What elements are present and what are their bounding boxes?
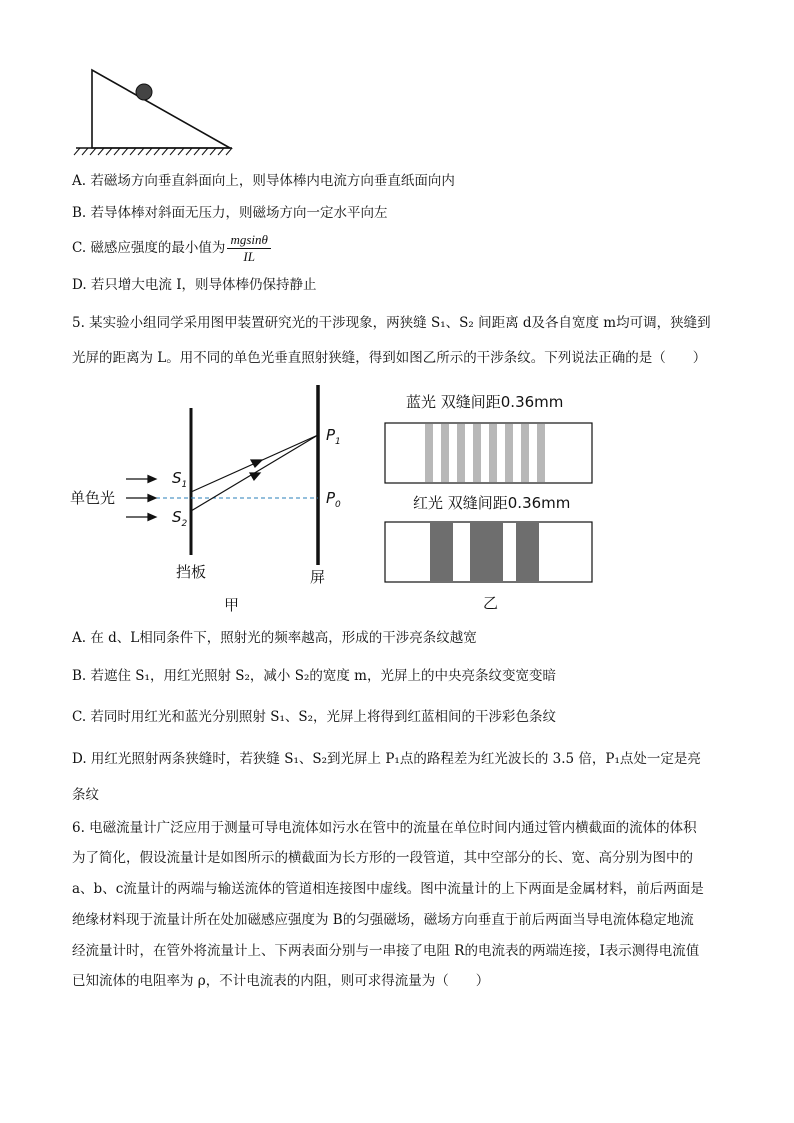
p1-label: $P_1$ bbox=[326, 426, 341, 447]
q4-option-a: A. 若磁场方向垂直斜面向上，则导体棒内电流方向垂直纸面向内 bbox=[72, 173, 455, 189]
s2-label: $S_2$ bbox=[172, 508, 188, 529]
q5-option-a: A. 在 d、L相同条件下，照射光的频率越高，形成的干涉亮条纹越宽 bbox=[72, 630, 477, 646]
q4-option-c-fraction bbox=[227, 232, 270, 265]
q6-line: 经流量计时，在管外将流量计上、下两表面分别与一串接了电阻 R的电流表的两端连接，I表示测得电流值 bbox=[72, 943, 700, 959]
fraction-denominator: IL bbox=[243, 249, 255, 264]
q5-stem-line2: 光屏的距离为 L。用不同的单色光垂直照射狭缝，得到如图乙所示的干涉条纹。下列说法正确的是（ ） bbox=[72, 350, 707, 366]
q4-option-c-prefix: C. 磁感应强度的最小值为 bbox=[72, 240, 226, 256]
figure-yi bbox=[380, 385, 600, 615]
blue-fringe bbox=[505, 424, 513, 482]
ground-hatching bbox=[74, 148, 232, 155]
incline-figure bbox=[70, 62, 240, 162]
s1-label: $S_1$ bbox=[172, 469, 188, 490]
q6-line: 已知流体的电阻率为 ρ，不计电流表的内阻，则可求得流量为（ ） bbox=[72, 973, 490, 989]
figure-jia bbox=[70, 380, 370, 615]
blue-fringe bbox=[473, 424, 481, 482]
blue-fringe bbox=[489, 424, 497, 482]
red-title: 红光 双缝间距0.36mm bbox=[413, 494, 571, 512]
blue-fringe bbox=[537, 424, 545, 482]
blue-fringe bbox=[457, 424, 465, 482]
q4-option-b: B. 若导体棒对斜面无压力，则磁场方向一定水平向左 bbox=[72, 205, 388, 221]
red-fringe bbox=[430, 523, 453, 581]
blue-fringe-box bbox=[385, 423, 592, 483]
q6-line: 为了简化，假设流量计是如图所示的横截面为长方形的一段管道，其中空部分的长、宽、高分别为图中的 bbox=[72, 850, 693, 866]
red-fringe bbox=[516, 523, 539, 581]
fraction-numerator: mgsinθ bbox=[227, 232, 270, 249]
blue-title: 蓝光 双缝间距0.36mm bbox=[406, 393, 564, 411]
q5-stem-line1: 5. 某实验小组同学采用图甲装置研究光的干涉现象，两狭缝 S₁、S₂ 间距离 d及各自宽度 m均可调，狭缝到 bbox=[72, 315, 711, 331]
q6-line: a、b、c流量计的两端与输送流体的管道相连接图中虚线。图中流量计的上下两面是金属材料，前后两面是 bbox=[72, 881, 704, 897]
red-fringes bbox=[430, 523, 539, 581]
blue-fringe bbox=[521, 424, 529, 482]
q5-option-c: C. 若同时用红光和蓝光分别照射 S₁、S₂，光屏上将得到红蓝相间的干涉彩色条纹 bbox=[72, 709, 557, 725]
blue-fringe bbox=[441, 424, 449, 482]
light-rays bbox=[191, 435, 318, 511]
incline-triangle bbox=[92, 70, 230, 148]
barrier-label: 挡板 bbox=[176, 563, 207, 581]
q5-option-d-line1: D. 用红光照射两条狭缝时，若狭缝 S₁、S₂到光屏上 P₁点的路程差为红光波长的 3.5 倍，P₁点处一定是亮 bbox=[72, 751, 701, 767]
blue-fringe bbox=[425, 424, 433, 482]
q4-option-c bbox=[72, 230, 273, 266]
incoming-light-arrows bbox=[126, 476, 156, 521]
screen-label: 屏 bbox=[310, 568, 326, 586]
red-fringe bbox=[470, 523, 503, 581]
q5-option-d-line2: 条纹 bbox=[72, 787, 99, 803]
figure-yi-caption: 乙 bbox=[483, 594, 499, 612]
q4-option-d: D. 若只增大电流 I，则导体棒仍保持静止 bbox=[72, 277, 317, 293]
figure-jia-caption: 甲 bbox=[224, 596, 240, 614]
q6-line: 6. 电磁流量计广泛应用于测量可导电流体如污水在管中的流量在单位时间内通过管内横截面的流体的体积 bbox=[72, 820, 697, 836]
q6-line: 绝缘材料现于流量计所在处加磁感应强度为 B的匀强磁场，磁场方向垂直于前后两面当导电流体稳定地流 bbox=[72, 912, 694, 928]
p0-label: $P_0$ bbox=[326, 489, 341, 510]
q5-option-b: B. 若遮住 S₁，用红光照射 S₂，减小 S₂的宽度 m，光屏上的中央亮条纹变宽变暗 bbox=[72, 668, 556, 684]
light-label: 单色光 bbox=[70, 489, 116, 507]
ball bbox=[136, 84, 152, 100]
